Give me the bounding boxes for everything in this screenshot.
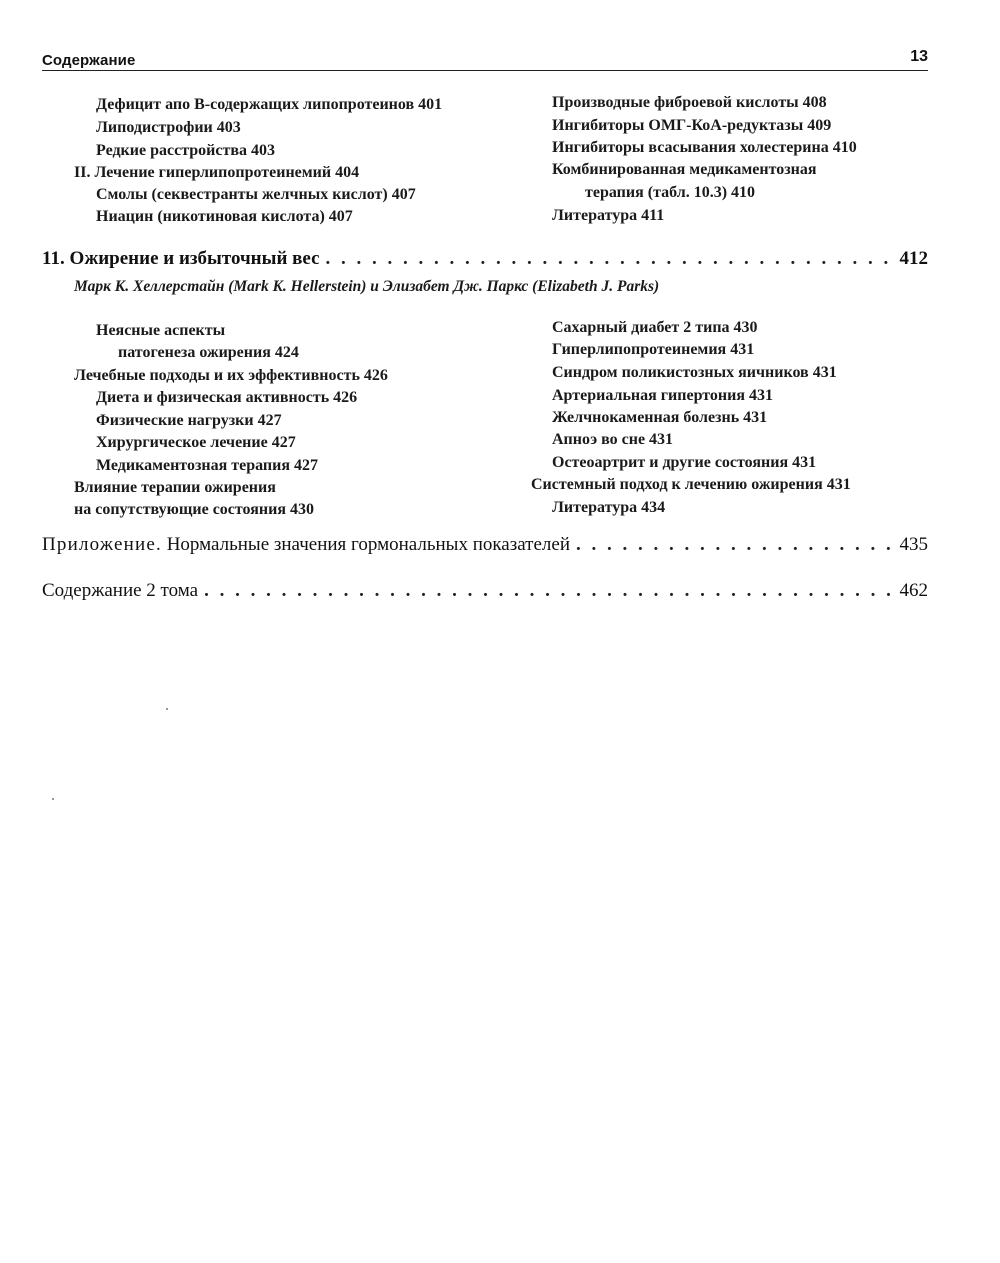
toc-entry: II. Лечение гиперлипопротеинемий 404 [74,164,360,181]
toc-entry: Остеоартрит и другие состояния 431 [552,454,817,471]
volume2-title: Содержание 2 тома [42,580,199,601]
appendix-page: 435 [899,534,928,555]
toc-entry: Медикаментозная терапия 427 [96,457,318,474]
toc-entry: на сопутствующие состояния 430 [74,501,314,518]
appendix-entry [42,534,928,556]
chapter-authors: Марк К. Хеллерстайн (Mark K. Hellerstein) и Элизабет Дж. Паркс (Elizabeth J. Parks) [74,278,660,295]
toc-entry: Комбинированная медикаментозная [552,161,817,178]
toc-entry: Литература 411 [552,207,665,224]
toc-entry: Диета и физическая активность 426 [96,389,358,406]
toc-entry: Системный подход к лечению ожирения 431 [531,476,851,493]
toc-entry: Дефицит апо В-содержащих липопротеинов 401 [96,96,443,113]
dot-leader [576,534,893,556]
toc-entry: Литература 434 [552,499,666,516]
running-header [42,48,928,71]
toc-entry: Ниацин (никотиновая кислота) 407 [96,208,353,225]
toc-entry: Сахарный диабет 2 типа 430 [552,319,758,336]
toc-entry: Редкие расстройства 403 [96,142,275,159]
toc-entry: Влияние терапии ожирения [74,479,276,496]
running-header-title: Содержание [42,52,136,69]
scan-speck [166,708,168,710]
toc-entry: Смолы (секвестранты желчных кислот) 407 [96,186,416,203]
toc-entry: Ингибиторы ОМГ-КоА-редуктазы 409 [552,117,832,134]
appendix-title: Нормальные значения гормональных показателей [166,534,571,555]
toc-entry: терапия (табл. 10.3) 410 [585,184,756,201]
toc-entry: Апноэ во сне 431 [552,431,674,448]
scan-speck [52,798,54,800]
toc-entry: Артериальная гипертония 431 [552,387,774,404]
dot-leader [204,580,893,602]
chapter-page: 412 [899,248,928,269]
toc-entry: Лечебные подходы и их эффективность 426 [74,367,388,384]
toc-entry: Синдром поликистозных яичников 431 [552,364,837,381]
toc-entry: Производные фиброевой кислоты 408 [552,94,827,111]
toc-entry: Физические нагрузки 427 [96,412,282,429]
chapter-title: 11. Ожирение и избыточный вес [42,248,320,269]
appendix-label: Приложение. [42,534,162,555]
dot-leader [326,248,894,270]
chapter-heading [42,248,928,270]
page-number: 13 [910,48,928,65]
toc-entry: Желчнокаменная болезнь 431 [552,409,768,426]
volume2-entry [42,580,928,602]
toc-entry: Липодистрофии 403 [96,119,241,136]
volume2-page: 462 [899,580,928,601]
toc-entry: патогенеза ожирения 424 [118,344,299,361]
toc-entry: Неясные аспекты [96,322,226,339]
toc-entry: Хирургическое лечение 427 [96,434,296,451]
toc-entry: Гиперлипопротеинемия 431 [552,341,755,358]
toc-entry: Ингибиторы всасывания холестерина 410 [552,139,857,156]
